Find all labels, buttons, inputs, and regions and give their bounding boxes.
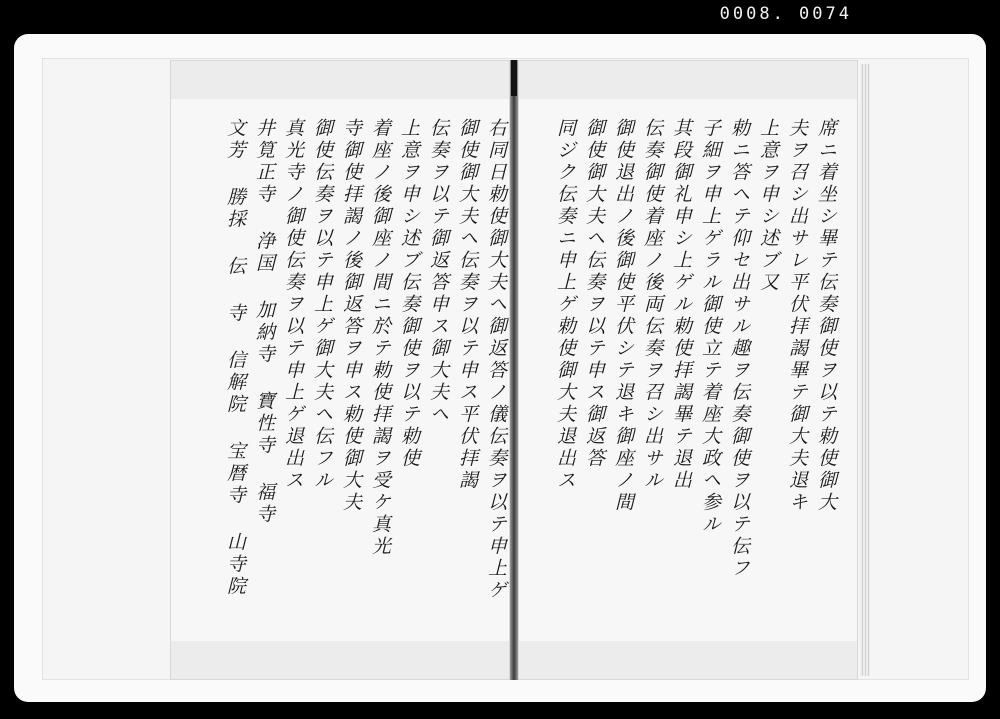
text-column: 御使御大夫ヘ伝奏ヲ以テ申ス御返答 bbox=[583, 118, 605, 470]
frame-id-label: 0008. 0074 bbox=[719, 4, 852, 24]
text-column: 御使御大夫ヘ伝奏ヲ以テ申ス平伏拝謁 bbox=[456, 118, 478, 492]
text-column: 同ジク伝奏ニ申上ゲ勅使御大夫退出ス bbox=[554, 118, 576, 492]
text-column: 席ニ着坐シ畢テ伝奏御使ヲ以テ勅使御大 bbox=[815, 118, 837, 514]
text-column: 伝奏ヲ以テ御返答申ス御大夫ヘ bbox=[427, 118, 449, 426]
left-page-top-band bbox=[171, 61, 509, 99]
text-column: 文芳 勝採 伝 寺 信解院 宝暦寺 山寺院 bbox=[224, 118, 246, 598]
text-column: 上意ヲ申シ述ブ伝奏御使ヲ以テ勅使 bbox=[398, 118, 420, 470]
text-column: 御使退出ノ後御使平伏シテ退キ御座ノ間 bbox=[612, 118, 634, 514]
text-column: 勅ニ答ヘテ仰セ出サル趣ヲ伝奏御使ヲ以テ伝フ bbox=[728, 118, 750, 580]
text-column: 上意ヲ申シ述ブ又 bbox=[757, 118, 779, 294]
right-page-text bbox=[520, 118, 840, 598]
page-stack-edge bbox=[860, 64, 870, 676]
text-column: 其段御礼申シ上ゲル勅使拝謁畢テ退出 bbox=[670, 118, 692, 492]
text-column: 井筧正寺 浄国 加納寺 寶性寺 福寺 bbox=[253, 118, 275, 526]
text-column: 夫ヲ召シ出サレ平伏拝謁畢テ御大夫退キ bbox=[786, 118, 808, 514]
text-column: 子細ヲ申上ゲラル御使立テ着座大政ヘ参ル bbox=[699, 118, 721, 536]
left-page-bottom-band bbox=[171, 641, 509, 679]
left-page-text bbox=[190, 118, 510, 602]
text-column: 右同日勅使御大夫ヘ御返答ノ儀伝奏ヲ以テ申上ゲ bbox=[485, 118, 507, 602]
right-page-top-band bbox=[519, 61, 857, 99]
text-column: 着座ノ後御座ノ間ニ於テ勅使拝謁ヲ受ケ真光 bbox=[369, 118, 391, 558]
text-column: 真光寺ノ御使伝奏ヲ以テ申上ゲ退出ス bbox=[282, 118, 304, 492]
text-column: 伝奏御使着座ノ後両伝奏ヲ召シ出サル bbox=[641, 118, 663, 492]
right-page-bottom-band bbox=[519, 641, 857, 679]
gutter-binding-mark bbox=[511, 60, 517, 96]
text-column: 寺御使拝謁ノ後御返答ヲ申ス勅使御大夫 bbox=[340, 118, 362, 514]
text-column: 御使伝奏ヲ以テ申上ゲ御大夫ヘ伝フル bbox=[311, 118, 333, 492]
book-gutter bbox=[510, 60, 518, 680]
